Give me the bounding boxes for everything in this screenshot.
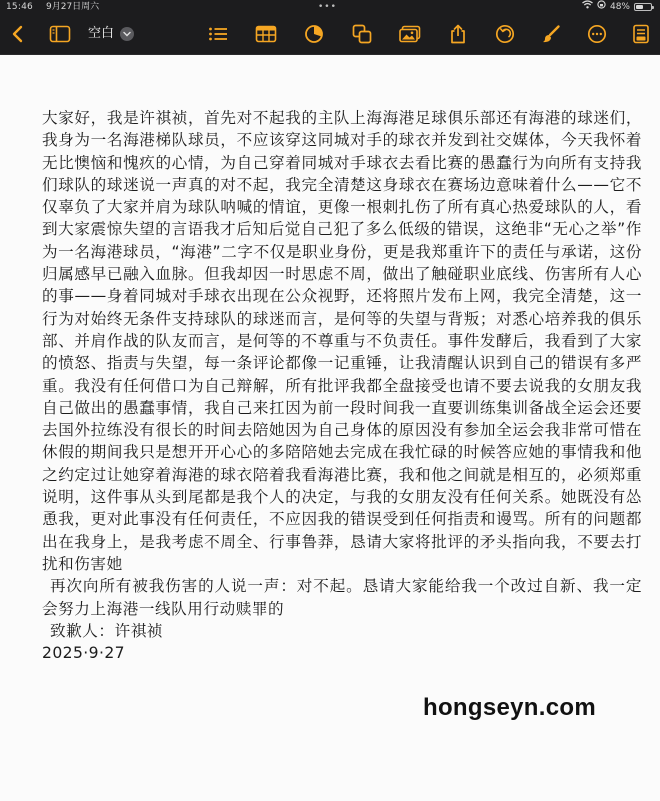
share-icon[interactable] (446, 22, 470, 46)
chart-icon[interactable] (302, 22, 326, 46)
battery-icon (634, 3, 652, 11)
media-icon[interactable] (398, 22, 422, 46)
chevron-left-icon[interactable] (6, 22, 30, 46)
document-canvas[interactable] (0, 55, 660, 801)
date-line: 2025·9·27 (42, 644, 125, 663)
closing-paragraph: 再次向所有被我伤害的人说一声：对不起。恳请大家能给我一个改过自新、我一定会努力上海港一线队用行动赎罪的 (42, 577, 642, 618)
undo-icon[interactable] (493, 22, 517, 46)
list-format-icon[interactable] (206, 22, 230, 46)
wifi-icon (582, 0, 593, 14)
status-time: 15:46 (6, 2, 33, 12)
status-date: 9月27日周六 (46, 2, 100, 12)
document-body[interactable] (42, 107, 642, 664)
battery-level-fill (636, 5, 643, 9)
document-title[interactable]: 空白 (88, 26, 115, 41)
lock-rotation-icon (597, 0, 606, 14)
status-indicators (582, 0, 652, 14)
more-icon[interactable] (585, 22, 609, 46)
battery-percent: 48% (609, 2, 630, 12)
status-bar (0, 0, 660, 14)
chevron-down-icon[interactable] (120, 27, 134, 41)
apology-paragraph: 大家好，我是许祺祯，首先对不起我的主队上海海港足球俱乐部还有海港的球迷们，我身为一名海港梯队球员，不应该穿这同城对手的球衣并发到社交媒体，今天我怀着无比懊恼和愧疚的心情，为自己穿着同城对手球衣去看比赛的愚蠢行为向所有支持我们球队的球迷说一声真的对不起，我完全清楚这身球衣在赛场边意味着什么——它不仅辜负了大家并肩为球队呐喊的情谊，更像一根刺扎伤了所有真心热爱球队的人，看到大家震惊失望的言语我才后知后觉自己犯了多么低级的错误，这绝非“无心之举”作为一名海港球员，“海港”二字不仅是职业身份，更是我郑重许下的责任与承诺，这份归属感早已融入血脉。但我却因一时思虑不周，做出了触碰职业底线、伤害所有人心的事——身着同城对手球衣出现在公众视野，还将照片发布上网，我完全清楚，这一行为对始终无条件支持球队的球迷而言，是何等的失望与背叛；对悉心培养我的俱乐部、并肩作战的队友而言，是何等的不尊重与不负责任。事件发酵后，我看到了大家的愤怒、指责与失望，每一条评论都像一记重锤，让我清醒认识到自己的错误有多严重。我没有任何借口为自己辩解，所有批评我都全盘接受也请不要去说我的女朋友我自己做出的愚蠢事情，我自己来扛因为前一段时间我一直要训练集训备战全运会还要去国外拉练没有很长的时间去陪她因为自己身体的原因没有参加全运会我非常可惜在休假的期间我只是想开开心心的多陪陪她去完成在我忙碌的时候答应她的事情我和他之约定过让她穿着海港的球衣陪着我看海港比赛，我和他之间就是相互的，必须郑重说明，这件事从头到尾都是我个人的决定，与我的女朋友没有任何关系。她既没有怂恿我，更对此事没有任何责任，不应因我的错误受到任何指责和谩骂。所有的问题都出在我身上，是我考虑不周全、行事鲁莽，恳请大家将批评的矛头指向我，不要去打扰和伤害她 (42, 109, 642, 573)
signature-line: 致歉人：许祺祯 (50, 621, 164, 640)
document-inspector-icon[interactable] (629, 22, 653, 46)
multitasking-dots[interactable]: ••• (318, 2, 337, 12)
sidebar-toggle-icon[interactable] (48, 22, 72, 46)
toolbar (0, 14, 660, 55)
site-watermark: hongseyn.com (423, 694, 596, 721)
paintbrush-icon[interactable] (539, 22, 563, 46)
table-icon[interactable] (254, 22, 278, 46)
shape-icon[interactable] (350, 22, 374, 46)
